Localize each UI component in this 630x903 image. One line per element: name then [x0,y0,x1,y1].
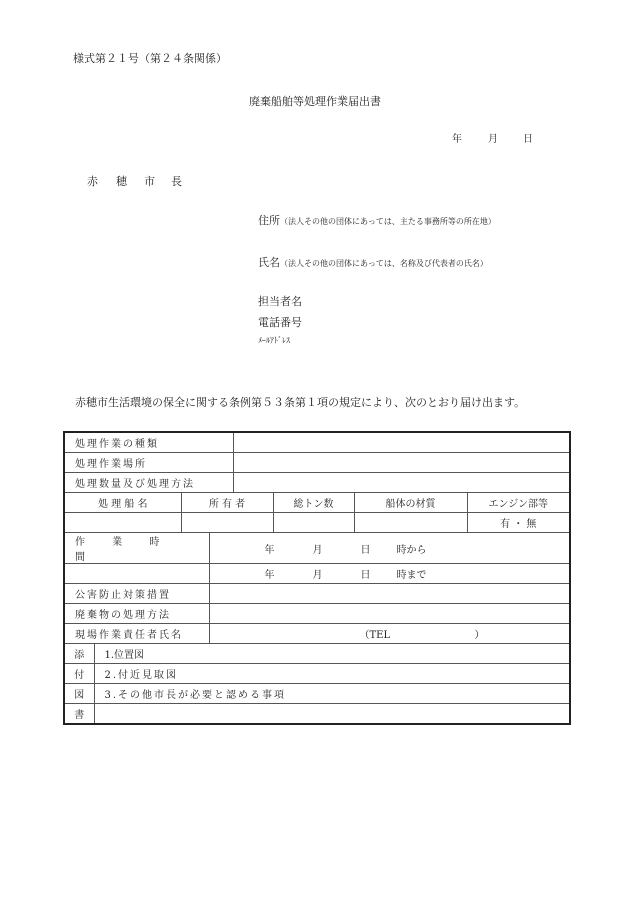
hull-material-value[interactable] [354,513,467,533]
attachment-item: 3.その他市長が必要と認める事項 [94,684,570,704]
address-label: 住所 [258,214,280,227]
table-row [64,704,570,725]
ship-name-header: 処 理 船 名 [64,493,181,513]
work-time-label-cont [64,564,209,584]
quantity-method-label: 処理数量及び処理方法 [64,473,233,493]
date-day-label: 日 [523,134,533,145]
addressee-char: 市 [144,175,155,188]
attachment-item: 2.付近見取図 [94,664,570,684]
address-note: （法人その他の団体にあっては、主たる事務所等の所在地） [280,217,496,226]
to-day: 日 [360,570,371,581]
table-row [64,664,570,684]
tel-open: （TEL [359,630,391,641]
addressee-char: 長 [171,175,182,188]
table-row [64,684,570,704]
engine-value[interactable]: 有 ・ 無 [467,513,570,533]
from-month: 月 [312,544,323,556]
table-row [64,624,570,644]
form-number: 様式第２１号（第２４条関係） [73,52,227,65]
addressee-char: 赤 [87,175,98,188]
attachment-item: 1.位置図 [94,644,570,664]
attachments-label-char: 書 [64,704,94,725]
from-year: 年 [264,544,275,556]
owner-header: 所 有 者 [181,493,273,513]
pollution-value[interactable] [209,584,570,604]
table-row [64,453,570,473]
address-field [258,212,496,228]
waste-method-value[interactable] [209,604,570,624]
work-type-value[interactable] [233,432,570,453]
engine-header: エンジン部等 [467,493,570,513]
name-label: 氏名 [258,256,280,269]
supervisor-value[interactable] [209,624,570,644]
tel-close: ） [474,630,485,641]
table-row [64,564,570,584]
owner-value[interactable] [181,513,273,533]
work-place-value[interactable] [233,453,570,473]
from-suffix: 時から [396,544,427,556]
name-note: （法人その他の団体にあっては、名称及び代表者の氏名） [280,259,488,268]
table-row [64,584,570,604]
table-row [64,493,570,513]
work-time-label: 作 業 時 間 [64,533,209,564]
attachments-label-char: 図 [64,684,94,704]
to-year: 年 [264,570,275,581]
time-to[interactable] [209,564,570,584]
name-field [258,254,488,270]
attachments-label-char: 添 [64,644,94,664]
attachment-empty [94,704,570,725]
to-month: 月 [312,570,323,581]
tonnage-header: 総トン数 [273,493,354,513]
attachments-label-char: 付 [64,664,94,684]
table-row [64,473,570,493]
table-row [64,513,570,533]
waste-method-label: 廃棄物の処理方法 [64,604,209,624]
to-suffix: 時まで [396,570,427,581]
intro-text: 赤穂市生活環境の保全に関する条例第５３条第１項の規定により、次のとおり届け出ます。 [75,396,526,409]
work-place-label: 処理作業場所 [64,453,233,473]
date-month-label: 月 [488,134,498,145]
quantity-method-value[interactable] [233,473,570,493]
table-row [64,432,570,453]
from-day: 日 [360,544,371,556]
table-row [64,533,570,564]
table-row [64,604,570,624]
notification-table [63,431,571,725]
addressee-char: 穂 [116,175,127,188]
date-year-label: 年 [452,134,462,145]
tonnage-value[interactable] [273,513,354,533]
table-row [64,644,570,664]
time-from[interactable] [209,533,570,564]
contact-person-label: 担当者名 [258,295,302,308]
phone-label: 電話番号 [258,316,302,329]
email-label: ﾒｰﾙｱﾄﾞﾚｽ [258,336,290,345]
pollution-label: 公害防止対策措置 [64,584,209,604]
supervisor-label: 現場作業責任者氏名 [64,624,209,644]
document-title: 廃棄船舶等処理作業届出書 [249,95,381,108]
work-type-label: 処理作業の種類 [64,432,233,453]
ship-name-value[interactable] [64,513,181,533]
hull-material-header: 船体の材質 [354,493,467,513]
